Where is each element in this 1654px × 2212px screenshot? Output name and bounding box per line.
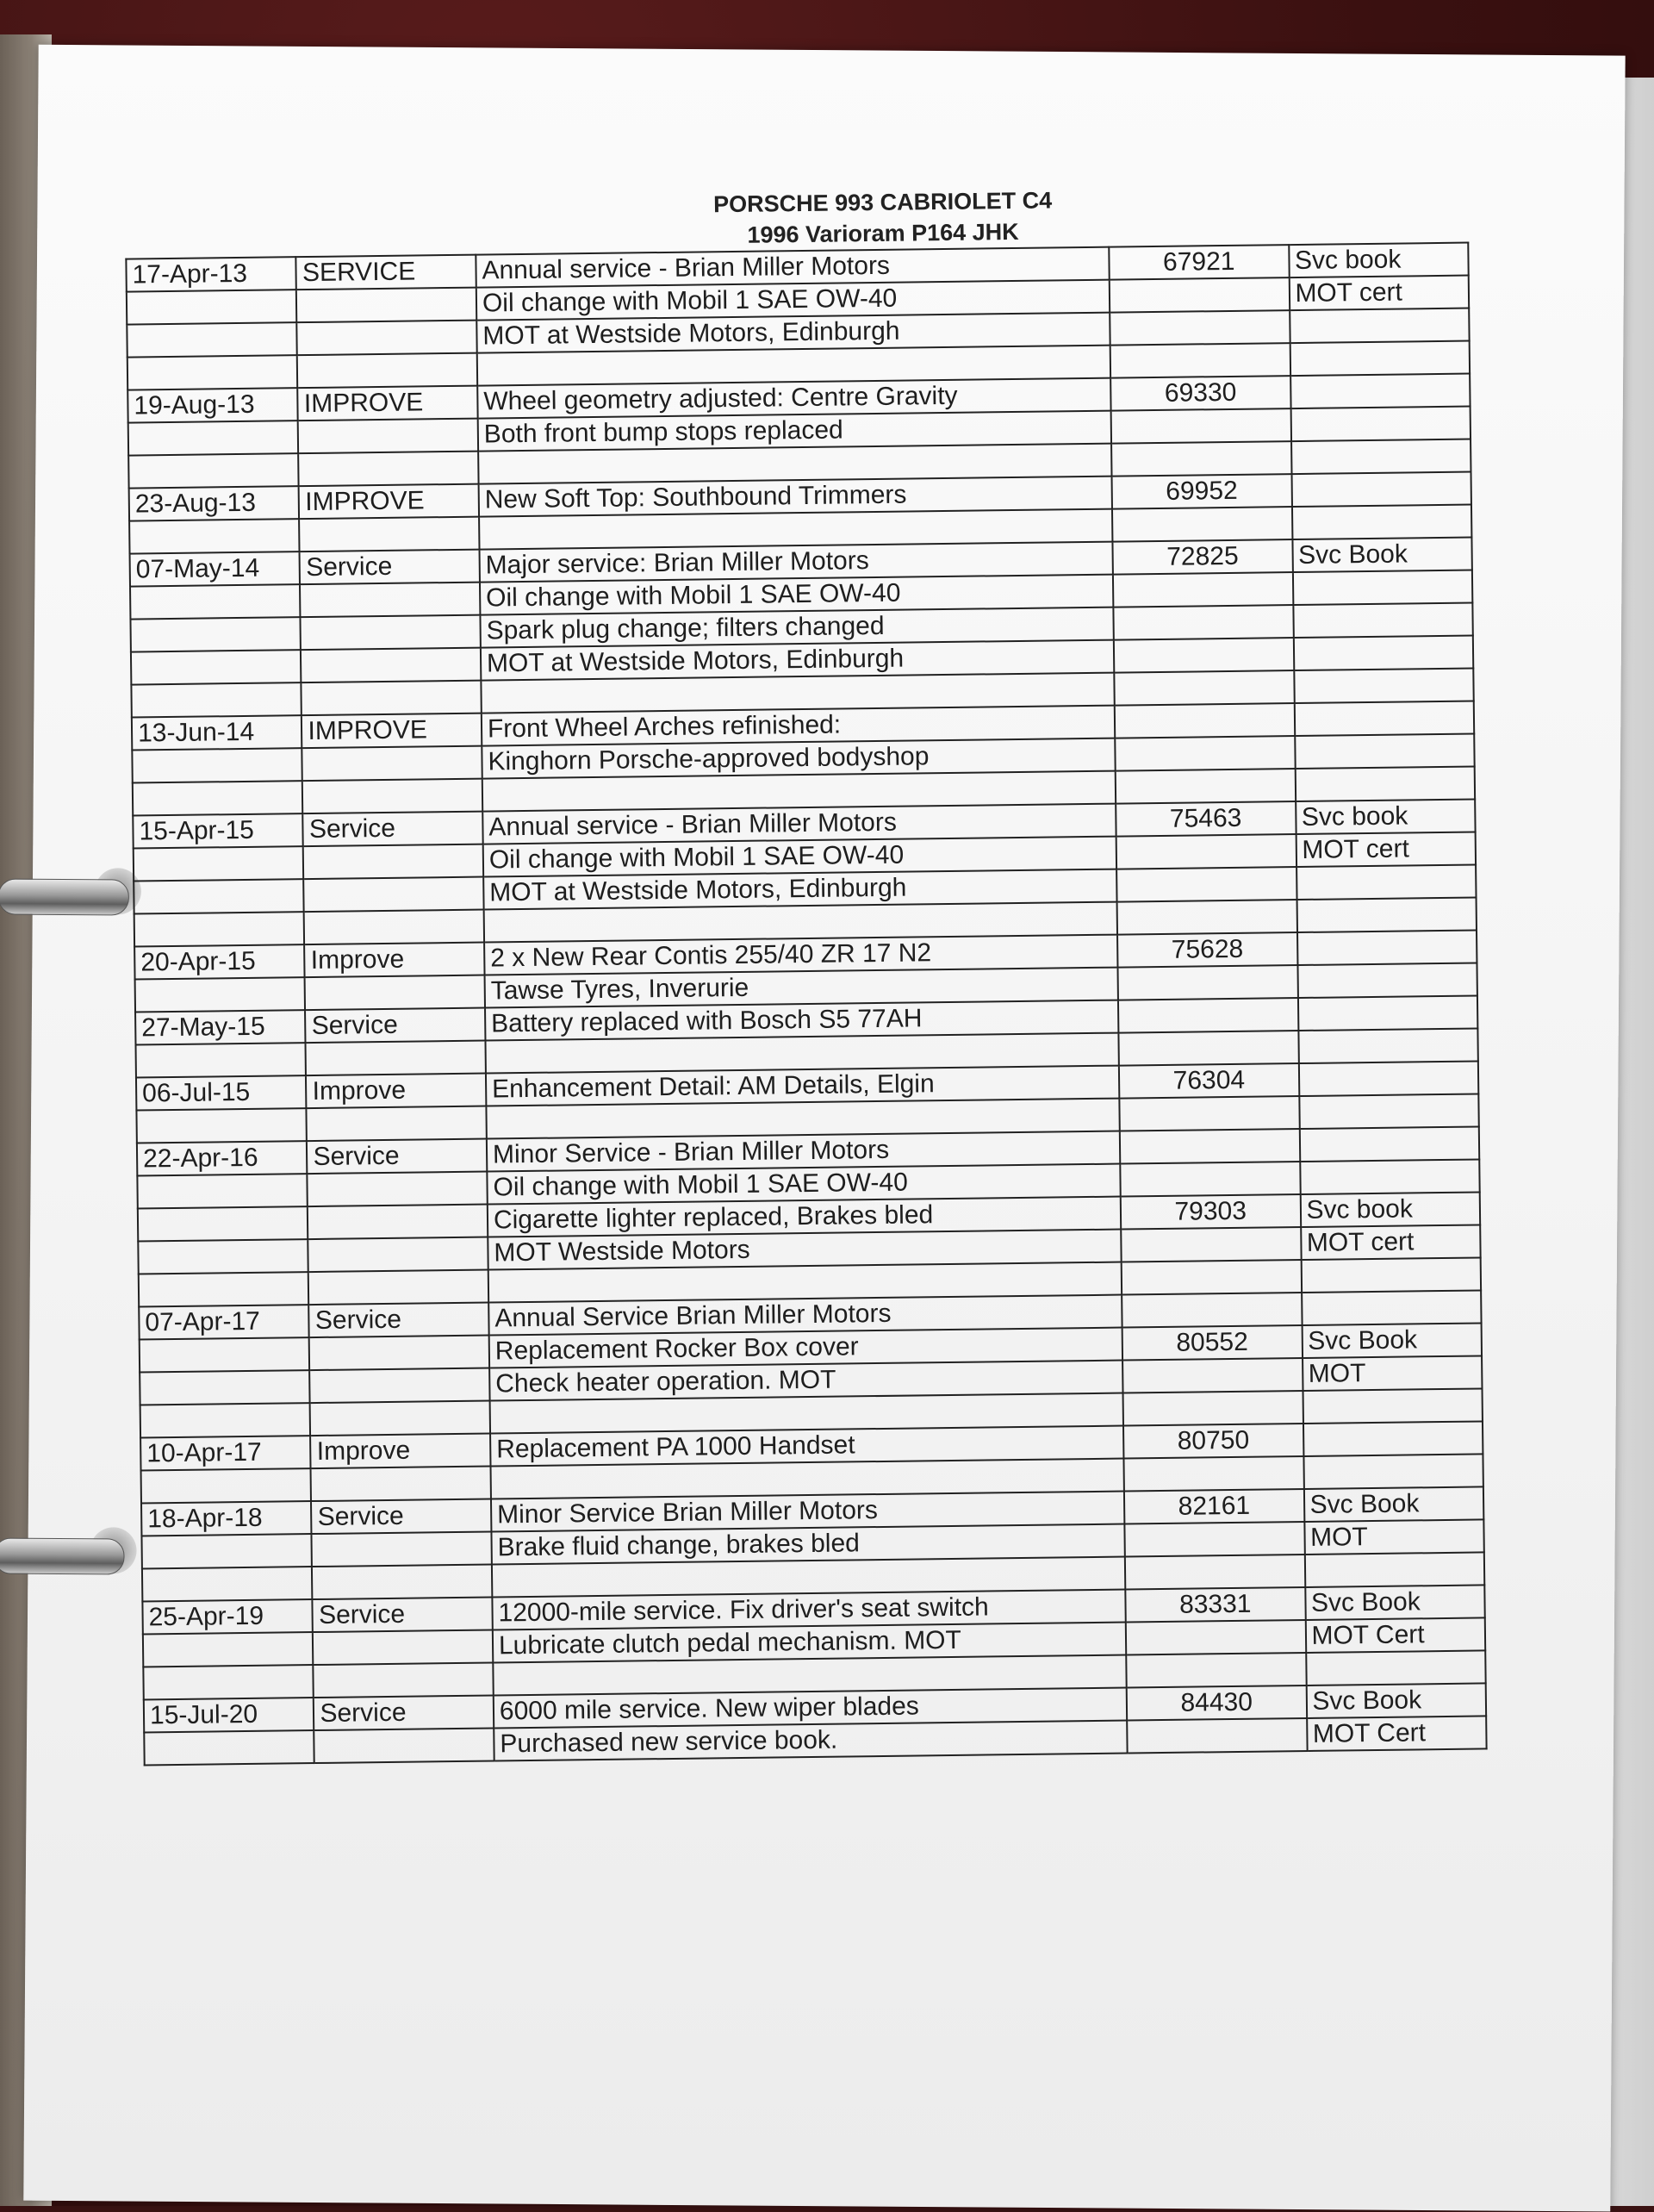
spacer-cell (1116, 769, 1296, 804)
spacer-cell (136, 1108, 307, 1143)
spacer-cell (129, 519, 300, 553)
binder-ring-lower (0, 1537, 125, 1574)
date-cell (140, 1337, 310, 1372)
document-cell: Svc Book (1303, 1486, 1483, 1522)
description-cell: Check heater operation. MOT (489, 1361, 1123, 1401)
type-cell (310, 1368, 490, 1404)
description-cell: Oil change with Mobil 1 SAE OW-40 (476, 280, 1110, 321)
type-cell (296, 288, 476, 323)
mileage-cell: 75628 (1117, 932, 1297, 968)
spacer-cell (1298, 1028, 1478, 1063)
spacer-cell (1299, 1094, 1479, 1129)
mileage-cell (1118, 998, 1298, 1033)
type-cell: Service (313, 1598, 493, 1633)
date-cell (138, 1239, 308, 1274)
description-cell: Annual service - Brian Miller Motors (476, 247, 1110, 288)
description-cell: Enhancement Detail: AM Details, Elgin (486, 1066, 1120, 1106)
type-cell (305, 975, 485, 1011)
document-cell: MOT Cert (1305, 1617, 1485, 1653)
spacer-cell (141, 1468, 312, 1503)
type-cell (313, 1630, 493, 1666)
document-cell (1293, 636, 1473, 671)
date-cell (127, 322, 297, 357)
spacer-cell (140, 1403, 311, 1437)
mileage-cell: 82161 (1124, 1489, 1304, 1524)
spacer-cell (1110, 343, 1290, 378)
document-title (451, 182, 1314, 254)
spacer-cell (1112, 507, 1292, 542)
spacer-cell (1118, 1031, 1298, 1066)
description-cell: 12000-mile service. Fix driver's seat switch (492, 1590, 1126, 1630)
spacer-cell (128, 453, 299, 488)
mileage-cell: 83331 (1125, 1587, 1305, 1623)
document-cell (1297, 963, 1477, 998)
document-cell (1302, 1290, 1482, 1325)
spacer-cell (302, 681, 482, 716)
spacer-cell (136, 1043, 307, 1077)
mileage-cell (1110, 310, 1290, 346)
date-cell (134, 879, 304, 913)
type-cell (303, 844, 483, 880)
mileage-cell (1110, 277, 1290, 313)
type-cell: SERVICE (296, 255, 476, 290)
spacer-cell (1111, 441, 1291, 477)
spacer-cell (307, 1106, 487, 1142)
date-cell (130, 584, 301, 619)
spacer-cell (314, 1663, 494, 1698)
spacer-cell (1125, 1555, 1305, 1590)
date-cell (131, 650, 302, 684)
date-cell: 15-Apr-15 (133, 813, 303, 848)
spacer-cell (1122, 1260, 1302, 1295)
spacer-cell (127, 355, 298, 389)
spacer-cell (306, 1041, 486, 1076)
spacer-cell (1117, 900, 1297, 935)
document-page (23, 45, 1625, 2212)
date-cell: 23-Aug-13 (129, 486, 300, 520)
type-cell: Service (303, 812, 483, 847)
spacer-cell (1303, 1388, 1483, 1424)
mileage-cell (1116, 867, 1296, 902)
spacer-cell (1294, 669, 1474, 704)
spacer-cell (308, 1270, 488, 1305)
mileage-cell (1124, 1522, 1304, 1557)
description-cell: Oil change with Mobil 1 SAE OW-40 (487, 1164, 1121, 1205)
description-cell: MOT Westside Motors (488, 1230, 1122, 1270)
document-cell: MOT cert (1301, 1224, 1481, 1260)
type-cell (297, 321, 477, 356)
document-cell: Svc book (1289, 243, 1469, 278)
description-cell: New Soft Top: Southbound Trimmers (479, 477, 1113, 517)
spacer-cell (131, 682, 302, 717)
document-cell (1303, 1421, 1483, 1456)
description-cell: Oil change with Mobil 1 SAE OW-40 (480, 575, 1114, 615)
description-cell: Kinghorn Porsche-approved bodyshop (482, 738, 1116, 779)
description-cell: Wheel geometry adjusted: Centre Gravity (477, 378, 1111, 419)
date-cell: 27-May-15 (135, 1010, 306, 1044)
description-cell: Replacement Rocker Box cover (489, 1328, 1123, 1368)
spacer-cell (1306, 1650, 1486, 1685)
mileage-cell (1120, 1129, 1300, 1164)
spacer-cell (299, 452, 479, 487)
spacer-cell (143, 1665, 314, 1699)
service-log-body (126, 243, 1486, 1766)
mileage-cell (1118, 965, 1298, 1000)
mileage-cell: 69330 (1110, 376, 1290, 411)
document-cell: Svc book (1296, 800, 1476, 835)
spacer-cell (312, 1565, 492, 1600)
type-cell (304, 877, 484, 913)
description-cell: Brake fluid change, brakes bled (491, 1524, 1125, 1565)
spacer-cell (310, 1401, 490, 1436)
type-cell: Improve (306, 1074, 486, 1109)
date-cell: 22-Apr-16 (137, 1141, 308, 1175)
description-cell: Minor Service Brian Miller Motors (491, 1492, 1125, 1532)
mileage-cell (1113, 572, 1293, 608)
date-cell: 06-Jul-15 (136, 1075, 307, 1110)
description-cell: Oil change with Mobil 1 SAE OW-40 (483, 837, 1117, 877)
date-cell: 19-Aug-13 (127, 388, 298, 422)
spacer-cell (1126, 1653, 1306, 1688)
document-cell (1297, 930, 1477, 965)
type-cell (302, 746, 482, 782)
spacer-cell (133, 781, 303, 815)
description-cell: Tawse Tyres, Inverurie (484, 968, 1118, 1008)
mileage-cell: 76304 (1119, 1063, 1299, 1099)
type-cell: Service (314, 1696, 494, 1731)
spacer-cell (1119, 1096, 1299, 1131)
document-cell: Svc Book (1292, 538, 1472, 573)
mileage-cell (1114, 638, 1294, 673)
description-cell: Front Wheel Arches refinished: (482, 706, 1116, 746)
mileage-cell: 79303 (1121, 1194, 1301, 1230)
spacer-cell (1114, 670, 1294, 706)
description-cell: Annual Service Brian Miller Motors (488, 1295, 1122, 1336)
spacer-cell (1123, 1391, 1303, 1426)
document-cell (1292, 570, 1472, 606)
type-cell (301, 648, 481, 683)
date-cell (128, 421, 299, 455)
mileage-cell: 84430 (1127, 1685, 1307, 1721)
date-cell (140, 1370, 310, 1405)
document-cell (1295, 734, 1475, 770)
spacer-cell (1124, 1456, 1304, 1492)
mileage-cell (1115, 703, 1295, 738)
spacer-cell (1291, 505, 1471, 540)
mileage-cell (1115, 736, 1295, 771)
document-cell (1290, 308, 1470, 344)
type-cell: Service (307, 1139, 487, 1175)
spacer-cell (1303, 1454, 1483, 1489)
type-cell (301, 615, 481, 651)
description-cell: MOT at Westside Motors, Edinburgh (476, 313, 1110, 353)
type-cell: IMPROVE (298, 386, 478, 421)
binder-ring-upper (0, 878, 129, 915)
document-cell: Svc book (1300, 1192, 1480, 1227)
description-cell: Battery replaced with Bosch S5 77AH (485, 1000, 1119, 1041)
description-cell: 2 x New Rear Contis 255/40 ZR 17 N2 (484, 935, 1118, 975)
document-cell: Svc Book (1306, 1683, 1486, 1718)
mileage-cell (1122, 1293, 1302, 1328)
description-cell: Spark plug change; filters changed (480, 608, 1114, 648)
spacer-cell (142, 1567, 313, 1601)
spacer-cell (1290, 341, 1470, 377)
document-cell (1290, 407, 1471, 442)
date-cell (127, 290, 297, 324)
type-cell: Service (311, 1499, 491, 1535)
document-cell (1296, 865, 1477, 900)
date-cell: 18-Apr-18 (141, 1501, 312, 1536)
mileage-cell: 72825 (1113, 539, 1293, 575)
date-cell: 07-May-14 (130, 551, 301, 586)
date-cell: 25-Apr-19 (142, 1599, 313, 1634)
date-cell (141, 1534, 312, 1568)
date-cell (144, 1730, 314, 1765)
mileage-cell: 80750 (1123, 1424, 1303, 1459)
date-cell: 07-Apr-17 (139, 1305, 309, 1339)
type-cell: Service (306, 1008, 486, 1044)
document-cell: Svc Book (1302, 1323, 1482, 1358)
spacer-cell (1291, 439, 1471, 475)
mileage-cell: 75463 (1116, 801, 1296, 837)
spacer-cell (134, 912, 305, 946)
type-cell (309, 1336, 489, 1371)
mileage-cell (1116, 834, 1296, 869)
document-cell (1290, 374, 1471, 409)
document-cell: MOT Cert (1307, 1716, 1487, 1751)
spacer-cell (304, 910, 484, 945)
title-line-1: PORSCHE 993 CABRIOLET C4 (712, 187, 1053, 218)
document-cell (1297, 995, 1477, 1031)
date-cell (134, 846, 304, 881)
date-cell (138, 1206, 308, 1241)
document-cell (1298, 1061, 1478, 1096)
document-cell (1291, 472, 1471, 508)
type-cell: Improve (305, 943, 485, 978)
title-line-2: 1996 Varioram P164 JHK (747, 218, 1019, 248)
description-cell: Minor Service - Brian Miller Motors (487, 1131, 1121, 1172)
description-cell: Replacement PA 1000 Handset (490, 1426, 1124, 1467)
document-cell: MOT cert (1296, 832, 1476, 868)
type-cell: Service (300, 550, 480, 585)
mileage-cell (1126, 1620, 1306, 1655)
description-cell: Major service: Brian Miller Motors (479, 542, 1113, 583)
date-cell (132, 748, 302, 782)
date-cell (135, 977, 306, 1012)
mileage-cell (1111, 408, 1291, 444)
description-cell: MOT at Westside Motors, Edinburgh (483, 869, 1117, 910)
spacer-cell (1304, 1552, 1484, 1587)
mileage-cell (1122, 1358, 1303, 1393)
date-cell (130, 617, 301, 651)
description-cell: MOT at Westside Motors, Edinburgh (481, 640, 1115, 681)
type-cell: Improve (311, 1434, 491, 1469)
mileage-cell: 69952 (1112, 474, 1292, 509)
description-cell: Cigarette lighter replaced, Brakes bled (488, 1197, 1122, 1237)
type-cell: IMPROVE (299, 484, 479, 520)
type-cell: IMPROVE (302, 713, 482, 749)
document-cell (1299, 1126, 1479, 1162)
date-cell: 10-Apr-17 (140, 1436, 311, 1470)
mileage-cell (1121, 1227, 1301, 1262)
spacer-cell (1296, 897, 1477, 932)
description-cell: Purchased new service book. (494, 1721, 1128, 1761)
type-cell (308, 1205, 488, 1240)
mileage-cell (1127, 1718, 1307, 1754)
type-cell (300, 583, 480, 618)
date-cell: 13-Jun-14 (132, 715, 302, 750)
document-cell (1294, 701, 1474, 737)
date-cell (137, 1174, 308, 1208)
mileage-cell (1113, 605, 1293, 640)
description-cell: Both front bump stops replaced (478, 411, 1112, 452)
description-cell: Annual service - Brian Miller Motors (482, 804, 1116, 844)
spacer-cell (311, 1467, 491, 1502)
date-cell: 15-Jul-20 (144, 1698, 314, 1732)
document-cell (1293, 603, 1473, 639)
document-cell (1300, 1159, 1480, 1194)
mileage-cell: 67921 (1109, 245, 1289, 280)
type-cell (308, 1237, 488, 1273)
spacer-cell (300, 517, 480, 552)
document-cell: MOT (1303, 1355, 1483, 1391)
type-cell (312, 1532, 492, 1567)
spacer-cell (302, 779, 482, 814)
document-cell: MOT (1304, 1519, 1484, 1555)
document-cell: Svc Book (1305, 1585, 1485, 1620)
document-cell: MOT cert (1289, 276, 1469, 311)
type-cell: Service (309, 1303, 489, 1338)
date-cell: 17-Apr-13 (126, 257, 296, 291)
description-cell: 6000 mile service. New wiper blades (494, 1688, 1128, 1729)
spacer-cell (1301, 1257, 1481, 1293)
service-log-table (125, 242, 1487, 1766)
document-content (124, 180, 1487, 1766)
spacer-cell (139, 1272, 309, 1306)
date-cell (143, 1632, 314, 1667)
mileage-cell: 80552 (1122, 1325, 1303, 1361)
spacer-cell (1295, 767, 1475, 802)
type-cell (298, 419, 478, 454)
mileage-cell (1120, 1162, 1300, 1197)
date-cell: 20-Apr-15 (134, 944, 305, 979)
type-cell (314, 1729, 494, 1764)
description-cell: Lubricate clutch pedal mechanism. MOT (493, 1623, 1127, 1663)
spacer-cell (297, 353, 477, 389)
type-cell (308, 1172, 488, 1207)
